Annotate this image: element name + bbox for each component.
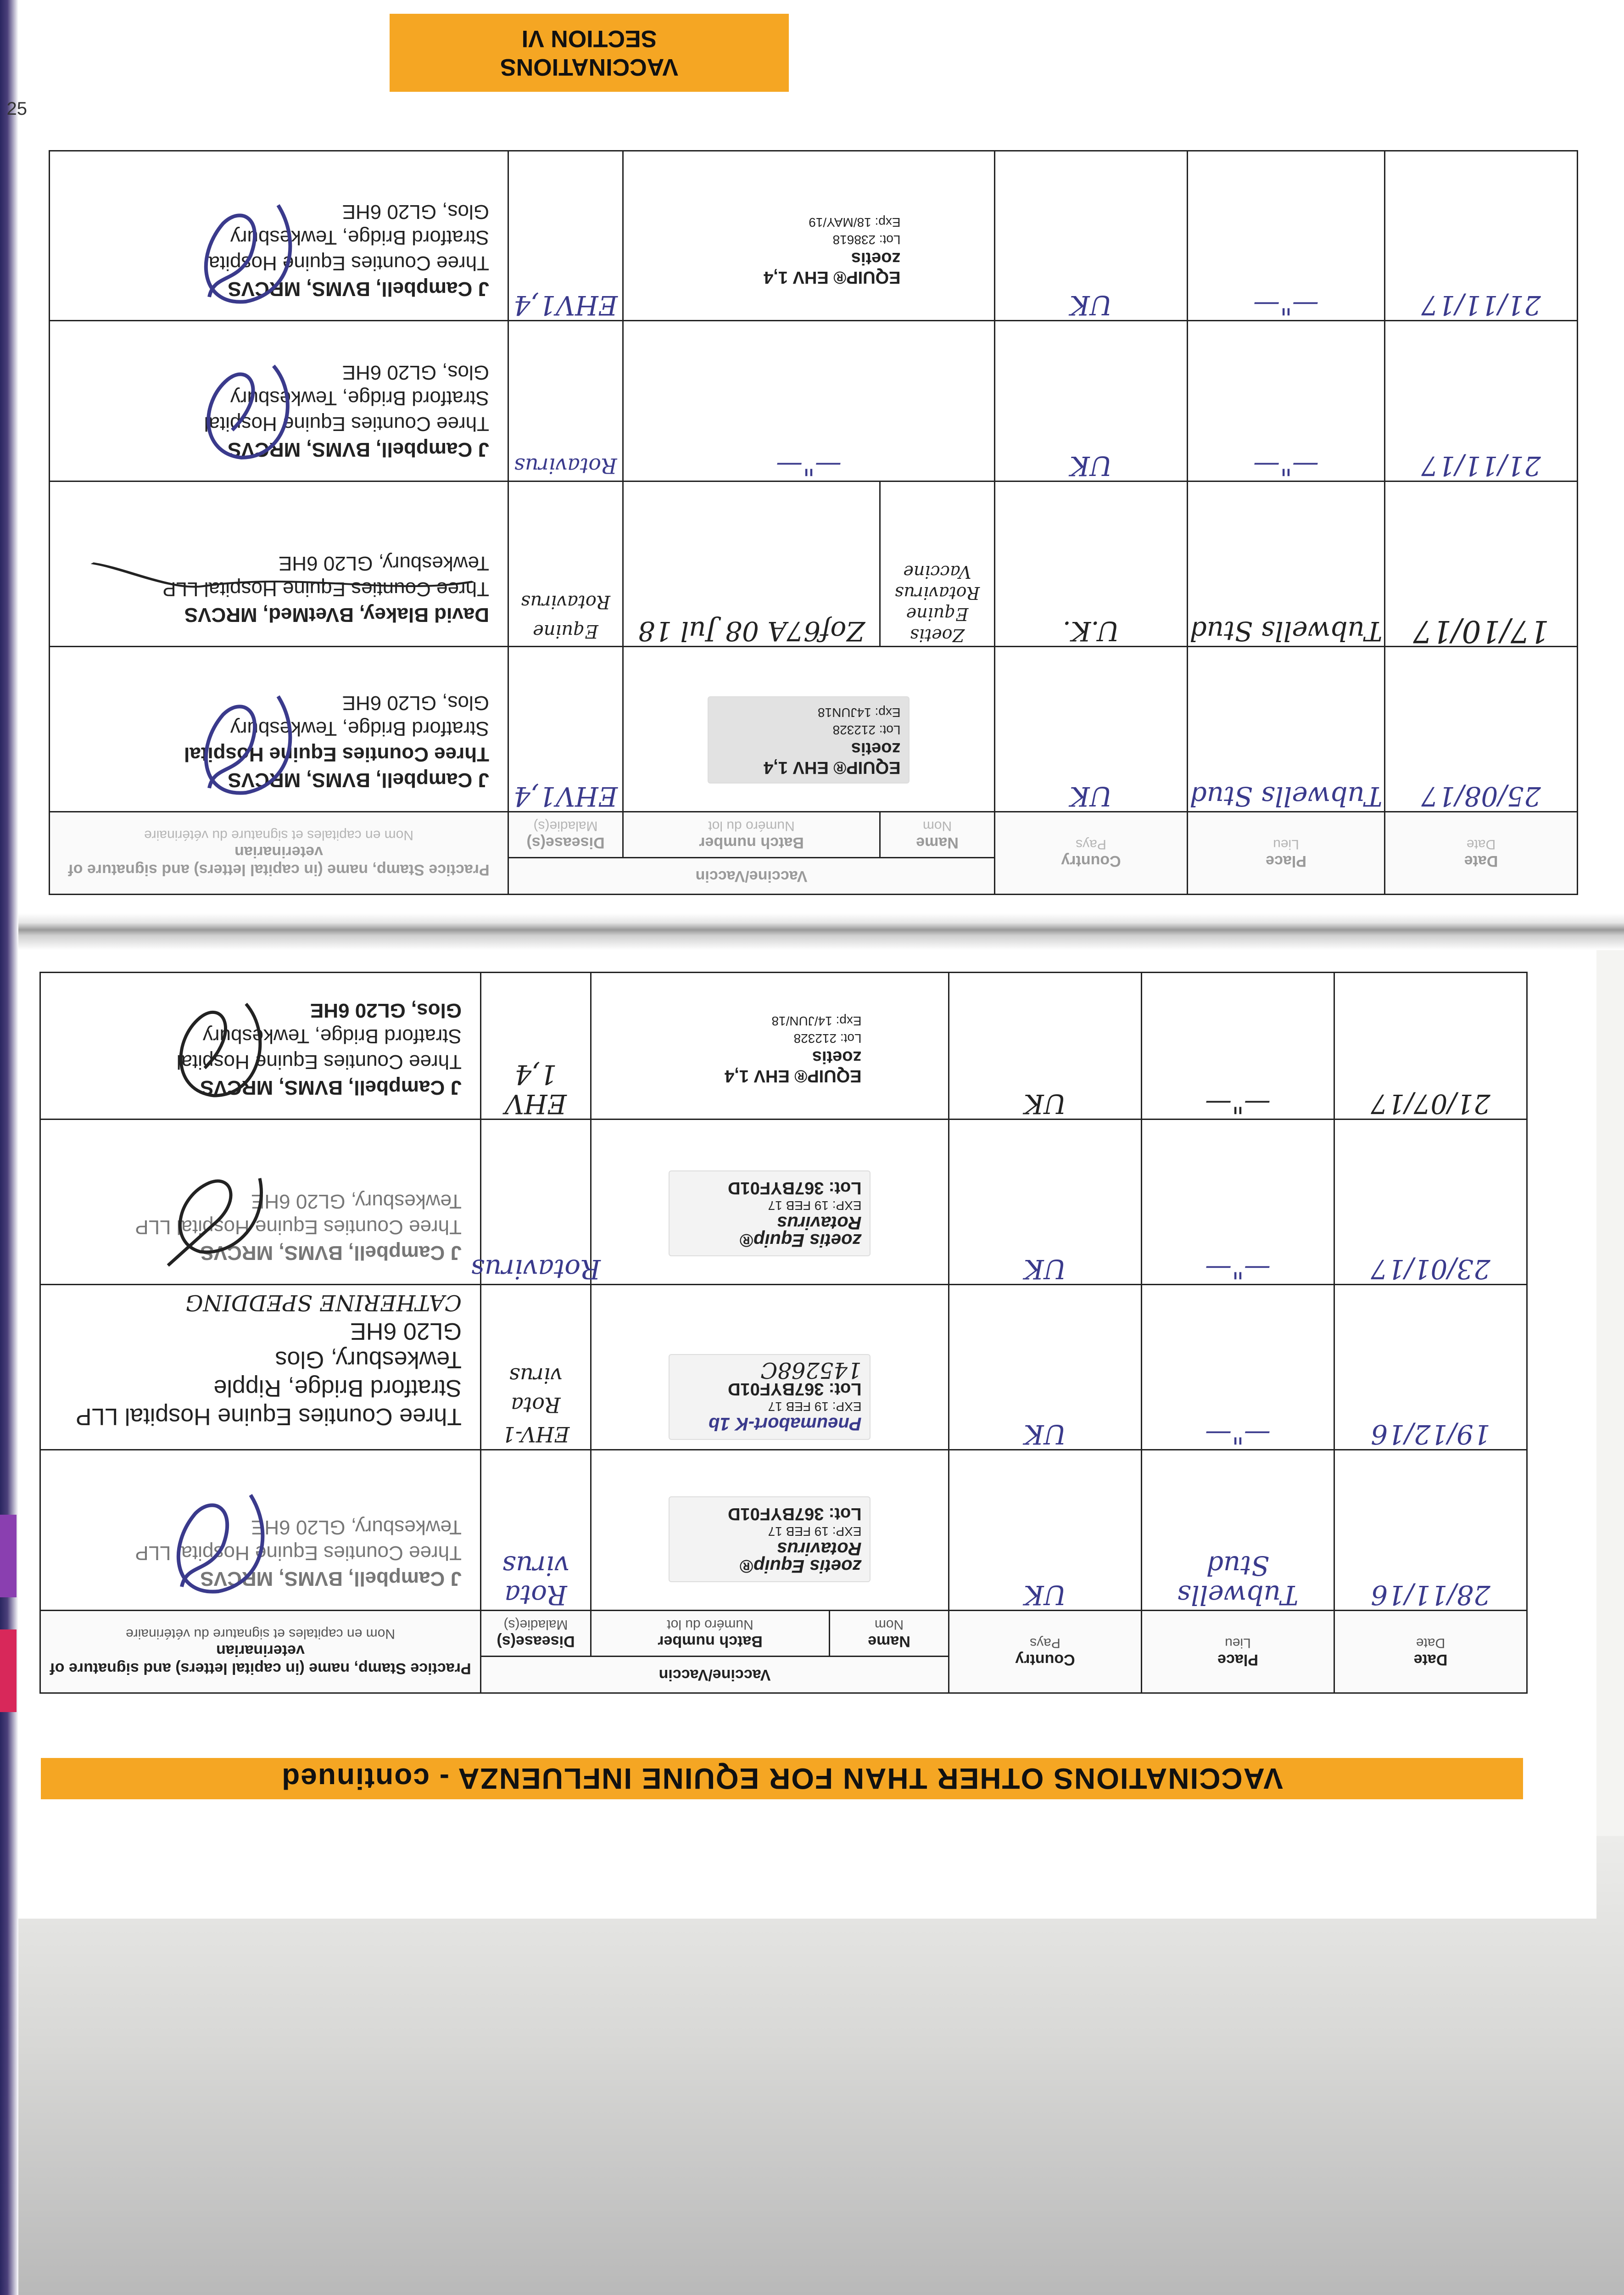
place-cell: Tubwells Stud	[1189, 616, 1383, 647]
header-batch: Batch number Numéro du lot	[623, 812, 880, 858]
disease-cell: Rotavirus	[471, 1254, 601, 1285]
table-row	[50, 321, 1578, 481]
date-cell: 21/11/17	[1421, 290, 1541, 321]
page-fold	[0, 913, 1624, 950]
index-tab-pink	[0, 1629, 17, 1712]
section-banner: VACCINATIONS OTHER THAN FOR EQUINE INFLUENZA - continued	[41, 1758, 1523, 1799]
header-practice: Practice Stamp, name (in capital letters) and signature of veterinarian Nom en capitales et signature du vétérinaire	[50, 812, 508, 895]
header-name: Name Nom	[830, 1611, 949, 1657]
signature-icon	[186, 357, 306, 471]
header-name: Name Nom	[880, 812, 995, 858]
vet-handwritten-name: CATHERINE SPEDDING	[185, 1290, 462, 1315]
country-cell: UK	[1024, 1579, 1066, 1611]
date-cell: 28/11/16	[1371, 1579, 1490, 1611]
place-cell: —"—	[1205, 1254, 1271, 1285]
binding-edge	[0, 0, 18, 2295]
country-cell: UK	[1070, 781, 1112, 812]
place-cell: —"—	[1205, 1419, 1271, 1450]
place-cell: —"—	[1253, 290, 1319, 321]
table-row	[40, 1120, 1527, 1285]
table-row	[40, 1285, 1527, 1450]
signature-icon	[159, 995, 278, 1109]
date-cell: 19/12/16	[1371, 1419, 1490, 1450]
table-row	[50, 647, 1578, 812]
place-cell: —"—	[1253, 450, 1319, 481]
header-disease: Disease(s) Maladie(s)	[481, 1611, 591, 1657]
vaccine-sticker: zoetis Equip® Rotavirus EXP: 19 FEB 17 Lot: 367BYF01D	[669, 1170, 871, 1256]
vet-stamp: J Campbell, BVMS, MRCVS Three Counties Equine Hospital LLP Tewkesbury, GL20 6HE	[41, 1514, 480, 1610]
vet-stamp: J Campbell, BVMS, MRCVS Three Counties Equine Hospital Stratford Bridge, Tewkesbury Glos, GL20 6HE	[50, 690, 508, 811]
header-practice: Practice Stamp, name (in capital letters) and signature of veterinarian Nom en capitales et signature du vétérinaire	[40, 1611, 481, 1693]
signature-icon	[159, 1486, 278, 1601]
country-cell: UK	[1070, 290, 1112, 321]
header-place: Place Lieu	[1188, 812, 1385, 895]
table-row	[50, 151, 1578, 321]
name-cell: Zoetis Equine Rotavirus Vaccine	[894, 562, 980, 645]
section-title-line1: VACCINATIONS	[500, 54, 679, 80]
vaccine-sticker: zoetis Equip® Rotavirus EXP: 19 FEB 17 Lot: 367BYF01D	[669, 1496, 871, 1582]
header-batch: Batch number Numéro du lot	[591, 1611, 830, 1657]
page-number: 25	[6, 99, 27, 119]
vaccine-sticker: EQUIP® EHV 1,4 zoetis Lot: 212328 Exp: 14JUN18	[708, 696, 910, 784]
disease-cell: EHV1,4	[513, 290, 618, 321]
place-cell: Tubwells Stud	[1189, 781, 1383, 812]
vaccine-sticker: EQUIP® EHV 1,4 zoetis Lot: 212328 Exp: 14/JUN/18	[670, 1006, 870, 1091]
disease-cell: EHV1,4	[513, 781, 618, 812]
date-cell: 17/10/17	[1413, 614, 1549, 649]
vaccination-table-upper	[49, 150, 1578, 895]
vaccine-sticker: EQUIP® EHV 1,4 zoetis Lot: 238618 Exp: 18/MAY/19	[709, 207, 909, 292]
signature-icon	[76, 522, 489, 637]
vet-stamp: J Campbell, BVMS, MRCVS Three Counties Equine Hospital Stratford Bridge, Tewkesbury Glos, GL20 6HE	[50, 199, 508, 320]
header-disease: Disease(s) Maladie(s)	[508, 812, 623, 858]
vet-stamp: David Blakey, BVetMed, MRCVS Three Counties Equine Hospital LLP Tewkesbury, GL20 6HE	[50, 550, 508, 646]
disease-cell: EHV-1 Rota virus	[502, 1363, 570, 1447]
header-country: Country Pays	[995, 812, 1188, 895]
header-date: Date Date	[1334, 1611, 1527, 1693]
header-date: Date Date	[1385, 812, 1578, 895]
country-cell: UK	[1024, 1419, 1066, 1450]
header-vaccine: Vaccine/Vaccin	[508, 858, 995, 895]
section-title	[390, 14, 789, 92]
signature-icon	[186, 196, 306, 311]
vaccination-table-lower	[39, 972, 1528, 1694]
disease-cell: EHV 1,4	[505, 1059, 567, 1120]
batch-cell: Zof67A 08 Jul 18	[638, 616, 865, 647]
date-cell: 21/11/17	[1421, 450, 1541, 481]
date-cell: 21/07/17	[1371, 1088, 1490, 1120]
header-place: Place Lieu	[1142, 1611, 1334, 1693]
header-vaccine: Vaccine/Vaccin	[481, 1657, 949, 1693]
disease-cell: Equine Rotavirus	[521, 591, 610, 642]
country-cell: U.K.	[1062, 616, 1120, 647]
table-row	[40, 973, 1527, 1120]
disease-cell: Rotavirus	[514, 453, 617, 478]
vet-stamp: J Campbell, BVMS, MRCVS Three Counties Equine Hospital Stratford Bridge, Tewkesbury Glos, GL20 6HE	[41, 997, 480, 1119]
table-row	[50, 481, 1578, 647]
date-cell: 23/01/17	[1371, 1254, 1490, 1285]
vaccine-sticker: Pneumabort-K 1b EXP: 19 FEB 17 Lot: 367BYF01D 145268C	[669, 1354, 871, 1440]
vet-stamp: J Campbell, BVMS, MRCVS Three Counties Equine Hospital LLP Tewkesbury, GL20 6HE	[41, 1188, 480, 1284]
signature-icon	[159, 1160, 278, 1275]
place-cell: Tubwells Stud	[1177, 1550, 1299, 1611]
disease-cell: Rota virus	[502, 1550, 569, 1611]
section-title-line2: SECTION VI	[521, 25, 657, 52]
table-row	[40, 1450, 1527, 1611]
signature-icon	[186, 687, 306, 802]
place-cell: —"—	[1205, 1088, 1271, 1120]
header-country: Country Pays	[949, 1611, 1142, 1693]
date-cell: 25/08/17	[1421, 781, 1541, 812]
name-cell: —"—	[776, 450, 842, 481]
country-cell: UK	[1024, 1254, 1066, 1285]
vet-stamp: Three Counties Equine Hospital LLP Stratford Bridge, Ripple Tewkesbury, Glos GL20 6HE CATHERINE SPEDDING	[41, 1288, 480, 1449]
index-tab-purple	[0, 1515, 17, 1597]
country-cell: UK	[1024, 1088, 1066, 1120]
country-cell: UK	[1070, 450, 1112, 481]
vet-stamp: J Campbell, BVMS, MRCVS Three Counties Equine Hospital Stratford Bridge, Tewkesbury Glos, GL20 6HE	[50, 359, 508, 481]
